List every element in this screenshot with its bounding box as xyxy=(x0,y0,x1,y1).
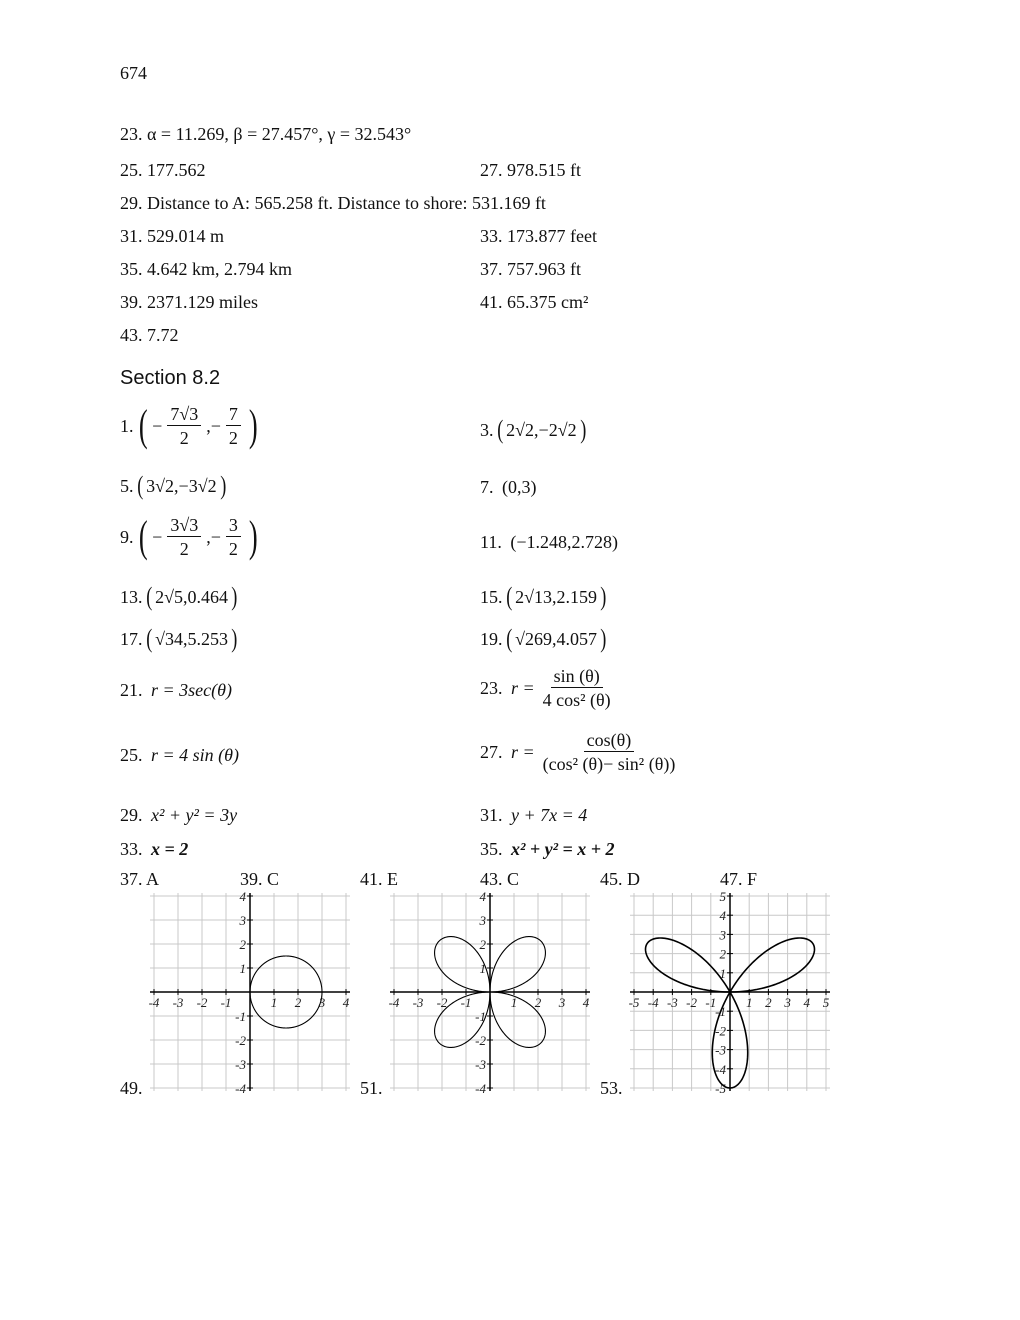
y-tick-label: 3 xyxy=(239,913,246,928)
y-tick-label: -5 xyxy=(715,1081,726,1096)
x-tick-label: -1 xyxy=(705,995,717,1010)
answer-23: 23. α = 11.269, β = 27.457°, γ = 32.543° xyxy=(120,124,412,144)
expression: √269,4.057 xyxy=(515,629,598,649)
answer-29: 29. Distance to A: 565.258 ft. Distance to shore: 531.169 ft xyxy=(120,193,546,213)
expression: 2√13,2.159 xyxy=(515,587,598,607)
paren: ) xyxy=(600,582,607,611)
paren: ( xyxy=(138,512,148,561)
x-tick-label: -1 xyxy=(460,995,472,1010)
answer-8-2-19 xyxy=(480,626,608,652)
paren: ) xyxy=(248,401,258,450)
paren: ( xyxy=(496,415,503,444)
answer-8-2-3 xyxy=(480,417,587,443)
x-tick-label: 1 xyxy=(745,995,753,1010)
item-number: 23. xyxy=(480,678,503,698)
answer-25: 25. 177.562 xyxy=(120,160,206,180)
fraction xyxy=(167,516,201,558)
x-tick-label: 2 xyxy=(765,995,772,1010)
y-tick-label: 4 xyxy=(479,889,486,904)
numerator: 3√3 xyxy=(167,516,201,537)
x-tick-label: 2 xyxy=(534,995,542,1010)
item-number: 35. xyxy=(480,839,503,859)
y-tick-label: -4 xyxy=(235,1081,246,1096)
x-tick-label: -4 xyxy=(388,995,400,1010)
denominator: (cos² (θ)− sin² (θ)) xyxy=(542,754,676,774)
item-number: 3. xyxy=(480,420,494,440)
answer-8-2-7 xyxy=(480,478,537,496)
separator: ,− xyxy=(206,416,221,436)
x-tick-label: 4 xyxy=(582,995,590,1010)
answer-37: 37. 757.963 ft xyxy=(480,259,581,279)
lhs: r = xyxy=(511,742,535,762)
paren: ) xyxy=(231,624,238,653)
y-tick-label: -1 xyxy=(475,1009,486,1024)
x-tick-label: -2 xyxy=(686,995,698,1010)
expression: 2√5,0.464 xyxy=(155,587,229,607)
numerator: sin (θ) xyxy=(551,667,603,688)
y-tick-label: 1 xyxy=(239,961,246,976)
answer-8-2-1 xyxy=(120,401,261,450)
answer-33: 33. 173.877 feet xyxy=(480,226,597,246)
graph-label-49: 49. xyxy=(120,1078,143,1098)
matching-47: 47. F xyxy=(720,869,758,889)
x-tick-label: 3 xyxy=(558,995,566,1010)
x-tick-label: 1 xyxy=(510,995,518,1010)
item-number: 21. xyxy=(120,680,143,700)
paren: ) xyxy=(231,582,238,611)
item-number: 9. xyxy=(120,527,134,547)
paren: ( xyxy=(505,624,512,653)
y-tick-label: 3 xyxy=(479,913,486,928)
item-number: 13. xyxy=(120,587,143,607)
denominator: 4 cos² (θ) xyxy=(542,690,611,710)
expression: r = 3sec(θ) xyxy=(151,680,232,700)
y-tick-label: 5 xyxy=(719,889,726,904)
expression: (−1.248,2.728) xyxy=(510,532,618,552)
item-number: 19. xyxy=(480,629,503,649)
matching-41: 41. E xyxy=(360,869,398,889)
expression: x² + y² = x + 2 xyxy=(511,839,615,859)
y-tick-label: -2 xyxy=(475,1033,486,1048)
polar-graph-49 xyxy=(148,889,350,1096)
y-tick-label: 2 xyxy=(719,946,726,962)
paren: ) xyxy=(579,415,586,444)
answer-8-2-29 xyxy=(120,806,237,824)
answer-8-2-31 xyxy=(480,806,587,824)
item-number: 29. xyxy=(120,805,143,825)
polar-graph-53 xyxy=(628,889,830,1096)
answer-8-2-11 xyxy=(480,533,618,551)
lhs: r = xyxy=(511,678,535,698)
paren: ) xyxy=(600,624,607,653)
expression: r = 4 sin (θ) xyxy=(151,745,239,765)
item-number: 17. xyxy=(120,629,143,649)
item-number: 15. xyxy=(480,587,503,607)
expression: 3√2,−3√2 xyxy=(146,476,217,496)
y-tick-label: 1 xyxy=(719,965,726,981)
x-tick-label: 1 xyxy=(270,995,278,1010)
x-tick-label: -3 xyxy=(666,995,678,1010)
item-number: 7. xyxy=(480,477,494,497)
y-tick-label: -4 xyxy=(715,1061,726,1077)
y-tick-label: 2 xyxy=(479,937,486,952)
matching-39: 39. C xyxy=(240,869,280,889)
y-tick-label: -3 xyxy=(475,1057,486,1072)
numerator: 7√3 xyxy=(167,405,201,426)
denominator: 2 xyxy=(228,428,238,448)
sign: − xyxy=(152,416,163,436)
numerator: cos(θ) xyxy=(584,731,635,752)
x-tick-label: -3 xyxy=(172,995,184,1010)
y-tick-label: 1 xyxy=(479,961,486,976)
y-tick-label: 4 xyxy=(239,889,246,904)
item-number: 33. xyxy=(120,839,143,859)
answer-8-2-13 xyxy=(120,584,239,610)
denominator: 2 xyxy=(228,539,238,559)
item-number: 25. xyxy=(120,745,143,765)
section-heading: Section 8.2 xyxy=(120,367,221,389)
answer-8-2-17 xyxy=(120,626,239,652)
expression: x = 2 xyxy=(151,839,189,859)
y-tick-label: 3 xyxy=(719,927,726,943)
sign: − xyxy=(152,527,163,547)
x-tick-label: -5 xyxy=(628,995,640,1010)
paren: ( xyxy=(145,624,152,653)
numerator: 7 xyxy=(226,405,241,426)
x-tick-label: -2 xyxy=(436,995,448,1010)
answer-8-2-9 xyxy=(120,512,261,561)
x-tick-label: 4 xyxy=(803,995,811,1010)
y-tick-label: -3 xyxy=(235,1057,246,1072)
y-tick-label: -2 xyxy=(235,1033,246,1048)
x-tick-label: -3 xyxy=(412,995,424,1010)
y-tick-label: -2 xyxy=(715,1023,726,1039)
graph-label-53: 53. xyxy=(600,1078,623,1098)
y-tick-label: -4 xyxy=(475,1081,486,1096)
paren: ( xyxy=(138,401,148,450)
item-number: 27. xyxy=(480,742,503,762)
paren: ) xyxy=(248,512,258,561)
answer-31: 31. 529.014 m xyxy=(120,226,225,246)
y-tick-label: -3 xyxy=(715,1042,726,1058)
answer-8-2-33 xyxy=(120,840,188,858)
answer-27: 27. 978.515 ft xyxy=(480,160,581,180)
expression: x² + y² = 3y xyxy=(151,805,238,825)
answer-8-2-23 xyxy=(480,667,617,709)
expression: (0,3) xyxy=(502,477,537,497)
answer-8-2-35 xyxy=(480,840,615,858)
y-tick-label: 2 xyxy=(239,937,246,952)
answer-8-2-27 xyxy=(480,731,681,773)
answer-41: 41. 65.375 cm² xyxy=(480,292,589,312)
x-tick-label: 2 xyxy=(294,995,302,1010)
x-tick-label: -1 xyxy=(220,995,232,1010)
x-tick-label: -4 xyxy=(647,995,659,1010)
y-tick-label: -1 xyxy=(235,1009,246,1024)
separator: ,− xyxy=(206,527,221,547)
x-tick-label: 3 xyxy=(318,995,326,1010)
answer-8-2-15 xyxy=(480,584,608,610)
item-number: 31. xyxy=(480,805,503,825)
item-number: 1. xyxy=(120,416,134,436)
expression: 2√2,−2√2 xyxy=(506,420,577,440)
fraction xyxy=(540,667,614,709)
answer-8-2-21 xyxy=(120,681,232,699)
item-number: 5. xyxy=(120,476,134,496)
x-tick-label: -4 xyxy=(148,995,160,1010)
expression: y + 7x = 4 xyxy=(511,805,588,825)
answer-8-2-25 xyxy=(120,746,239,764)
x-tick-label: 5 xyxy=(822,995,830,1010)
matching-37: 37. A xyxy=(120,869,160,889)
expression: √34,5.253 xyxy=(155,629,229,649)
graph-label-51: 51. xyxy=(360,1078,383,1098)
x-tick-label: -2 xyxy=(196,995,208,1010)
fraction xyxy=(226,516,241,558)
fraction xyxy=(167,405,201,447)
x-tick-label: 3 xyxy=(784,995,791,1010)
fraction xyxy=(540,731,679,773)
numerator: 3 xyxy=(226,516,241,537)
matching-45: 45. D xyxy=(600,869,640,889)
fraction xyxy=(226,405,241,447)
x-tick-label: 4 xyxy=(342,995,350,1010)
paren: ( xyxy=(136,471,143,500)
denominator: 2 xyxy=(179,539,189,559)
y-tick-label: 4 xyxy=(719,908,726,924)
paren: ( xyxy=(145,582,152,611)
answer-39: 39. 2371.129 miles xyxy=(120,292,258,312)
matching-43: 43. C xyxy=(480,869,520,889)
y-tick-label: -1 xyxy=(715,1004,726,1020)
paren: ( xyxy=(505,582,512,611)
answer-43: 43. 7.72 xyxy=(120,325,179,345)
polar-graph-51 xyxy=(388,889,590,1096)
paren: ) xyxy=(219,471,226,500)
denominator: 2 xyxy=(179,428,189,448)
answer-8-2-5 xyxy=(120,473,227,499)
answer-35: 35. 4.642 km, 2.794 km xyxy=(120,259,293,279)
page-number: 674 xyxy=(120,63,147,83)
item-number: 11. xyxy=(480,532,502,552)
